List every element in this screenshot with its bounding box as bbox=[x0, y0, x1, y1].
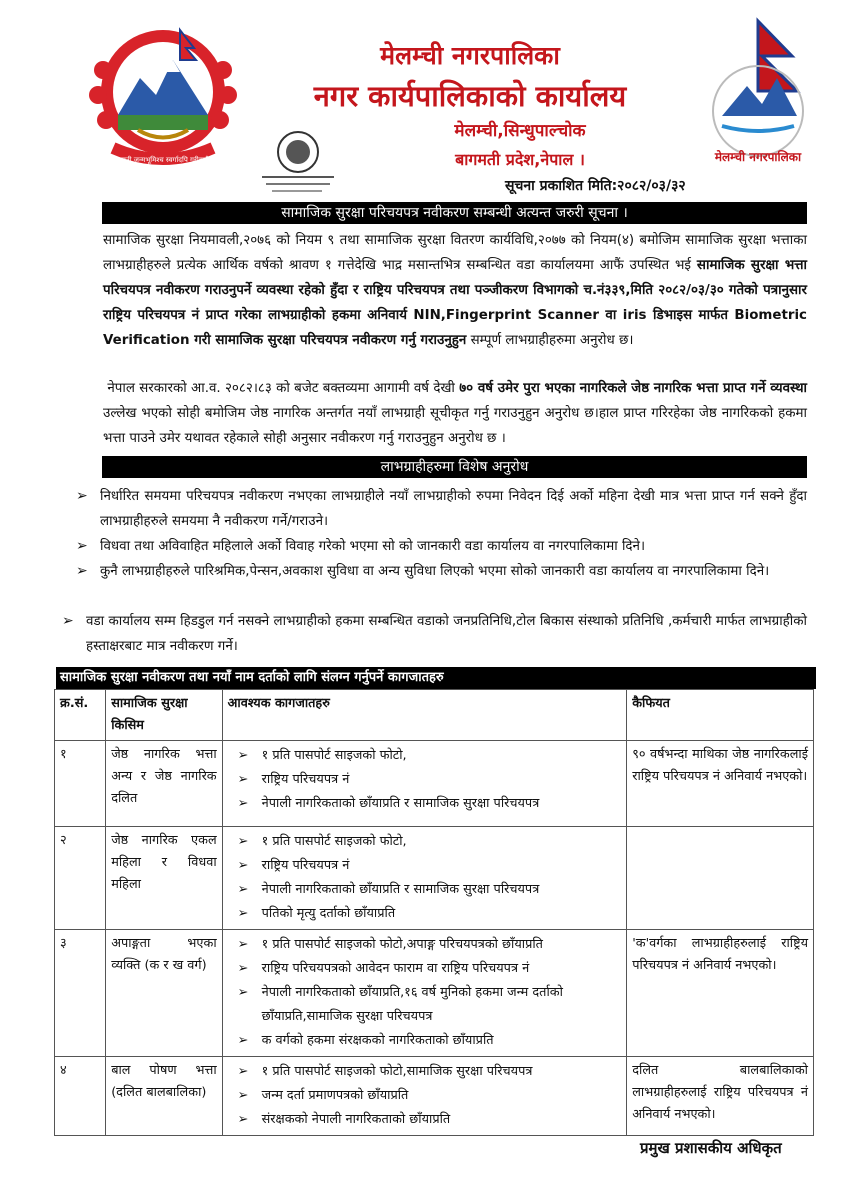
row-remarks: ९० वर्षभन्दा माथिका जेष्ठ नागरिकलाई राष्ट्रिय परिचयपत्र नं अनिवार्य नभएको। bbox=[627, 741, 814, 827]
logo-text: मेलम्ची नगरपालिका bbox=[714, 150, 802, 164]
arrow-bullet-icon: ➢ bbox=[237, 961, 249, 976]
row-type: जेष्ठ नागरिक भत्ता अन्य र जेष्ठ नागरिक दलित bbox=[106, 741, 222, 827]
row-type: अपाङ्गता भएका व्यक्ति (क र ख वर्ग) bbox=[106, 930, 222, 1057]
document-item: ➢ नेपाली नागरिकताको छाँयाप्रति र सामाजिक सुरक्षा परिचयपत्र bbox=[228, 792, 622, 816]
paragraph-1: सामाजिक सुरक्षा नियमावली,२०७६ को नियम ९ तथा सामाजिक सुरक्षा वितरण कार्यविधि,२०७७ को नियम(४) बमोजिम सामाजिक सुरक्षा भत्ताका लाभग्राहीहरुले प्रत्येक आर्थिक वर्षको श्रावण १ गत्तेदेखि भाद्र मसान्तभित्र सम्बन्धित वडा कार्यालयमा आफैं उपस्थित भई सामाजिक सुरक्षा भत्ता परिचयपत्र नवीकरण गराउनुपर्ने व्यवस्था रहेको हुँदा र राष्ट्रिय परिचयपत्र तथा पञ्जीकरण विभागको च.नं३३९,मिति २०८२/०३/३० गतेको पत्रानुसार राष्ट्रिय परिचयपत्र नं प्राप्त गरेका लाभग्राहीको हकमा अनिवार्य NIN,Fingerprint Scanner वा iris डिभाइस मार्फत Biometric Verification गरी सामाजिक सुरक्षा परिचयपत्र नवीकरण गर्नु गराउनुहुन सम्पूर्ण लाभग्राहीहरुमा अनुरोध छ। bbox=[103, 233, 807, 348]
paragraph-2: नेपाल सरकारको आ.व. २०८२।८३ को बजेट बक्तव्यमा आगामी वर्ष देखी ७० वर्ष उमेर पुरा भएका नागरिकले जेष्ठ नागरिक भत्ता प्राप्त गर्ने व्यवस्था उल्लेख भएको सोही बमोजिम जेष्ठ नागरिक अन्तर्गत नयाँ लाभग्राही सूचीकृत गर्नु गराउनुहुन अनुरोध छ।हाल प्राप्त गरिरहेका जेष्ठ नागरिकको हकमा भत्ता पाउने उमेर यथावत रहेकाले सोही अनुसार नवीकरण गर्नु गराउनुहुन अनुरोध छ । bbox=[103, 381, 808, 446]
col-header-type: सामाजिक सुरक्षा किसिम bbox=[106, 690, 222, 741]
arrow-bullet-icon: ➢ bbox=[62, 613, 74, 629]
municipality-name: मेलम्ची नगरपालिका bbox=[380, 41, 560, 70]
row-documents bbox=[222, 1057, 627, 1136]
bullet-item: ➢ वडा कार्यालय सम्म हिडडुल गर्न नसक्ने लाभग्राहीको हकमा सम्बन्धित वडाको जनप्रतिनिधि,टोल बिकास संस्थाको प्रतिनिधि ,कर्मचारी मार्फत लाभग्राहीको हस्ताक्षरबाट मात्र नवीकरण गर्ने। bbox=[62, 609, 807, 659]
bullet-item: ➢ विधवा तथा अविवाहित महिलाले अर्को विवाह गरेको भएमा सो को जानकारी वडा कार्यालय वा नगरपालिकामा दिने। bbox=[76, 534, 807, 560]
document-item: ➢ नेपाली नागरिकताको छाँयाप्रति,१६ वर्ष मुनिको हकमा जन्म दर्ताको छाँयाप्रति,सामाजिक सुरक्षा परिचयपत्र bbox=[228, 981, 622, 1029]
arrow-bullet-icon: ➢ bbox=[237, 937, 249, 952]
row-sn: १ bbox=[55, 741, 106, 827]
document-item: ➢ १ प्रति पासपोर्ट साइजको फोटो,अपाङ्ग परिचयपत्रको छाँयाप्रति bbox=[228, 933, 622, 957]
col-header-sn: क्र.सं. bbox=[55, 690, 106, 741]
arrow-bullet-icon: ➢ bbox=[237, 1064, 249, 1079]
arrow-bullet-icon: ➢ bbox=[76, 538, 88, 554]
bullet-item: ➢ कुनै लाभग्राहीहरुले पारिश्रमिक,पेन्सन,अवकाश सुविधा वा अन्य सुविधा लिएको भएमा सोको जानकारी वडा कार्यालय वा नगरपालिकामा दिने। bbox=[76, 559, 807, 609]
arrow-bullet-icon: ➢ bbox=[237, 1112, 249, 1127]
row-documents bbox=[222, 930, 627, 1057]
row-sn: २ bbox=[55, 827, 106, 930]
document-item: ➢ राष्ट्रिय परिचयपत्रको आवेदन फाराम वा राष्ट्रिय परिचयपत्र नं bbox=[228, 957, 622, 981]
document-item: ➢ १ प्रति पासपोर्ट साइजको फोटो, bbox=[228, 744, 622, 768]
arrow-bullet-icon: ➢ bbox=[76, 563, 88, 579]
table-row bbox=[55, 827, 814, 930]
row-type: बाल पोषण भत्ता (दलित बालबालिका) bbox=[106, 1057, 222, 1136]
row-remarks bbox=[627, 827, 814, 930]
col-header-remarks: कैफियत bbox=[627, 690, 814, 741]
document-item: ➢ १ प्रति पासपोर्ट साइजको फोटो,सामाजिक सुरक्षा परिचयपत्र bbox=[228, 1060, 622, 1084]
published-date: सूचना प्रकाशित मिति:२०८२/०३/३२ bbox=[505, 178, 686, 194]
arrow-bullet-icon: ➢ bbox=[237, 1033, 249, 1048]
document-item: ➢ संरक्षकको नेपाली नागरिकताको छाँयाप्रति bbox=[228, 1108, 622, 1132]
row-sn: ३ bbox=[55, 930, 106, 1057]
row-documents bbox=[222, 827, 627, 930]
document-item: ➢ क वर्गको हकमा संरक्षकको नागरिकताको छाँयाप्रति bbox=[228, 1029, 622, 1053]
documents-table-title: सामाजिक सुरक्षा नवीकरण तथा नयाँ नाम दर्ताको लागि संलग्न गर्नुपर्ने कागजातहरु bbox=[56, 667, 816, 689]
notice-title: सामाजिक सुरक्षा परिचयपत्र नवीकरण सम्बन्धी अत्यन्त जरुरी सूचना । bbox=[102, 202, 807, 224]
document-item: ➢ राष्ट्रिय परिचयपत्र नं bbox=[228, 854, 622, 878]
address-line: मेलम्ची,सिन्धुपाल्चोक bbox=[454, 121, 586, 141]
document-item: ➢ पतिको मृत्यु दर्ताको छाँयाप्रति bbox=[228, 902, 622, 926]
arrow-bullet-icon: ➢ bbox=[237, 858, 249, 873]
document-item: ➢ जन्म दर्ता प्रमाणपत्रको छाँयाप्रति bbox=[228, 1084, 622, 1108]
arrow-bullet-icon: ➢ bbox=[237, 748, 249, 763]
province-line: बागमती प्रदेश,नेपाल । bbox=[455, 150, 585, 169]
signature-title: प्रमुख प्रशासकीय अधिकृत bbox=[640, 1139, 782, 1157]
arrow-bullet-icon: ➢ bbox=[76, 488, 88, 504]
arrow-bullet-icon: ➢ bbox=[237, 796, 249, 811]
row-remarks: 'क'वर्गका लाभग्राहीहरुलाई राष्ट्रिय परिचयपत्र नं अनिवार्य नभएको। bbox=[627, 930, 814, 1057]
document-item: ➢ नेपाली नागरिकताको छाँयाप्रति र सामाजिक सुरक्षा परिचयपत्र bbox=[228, 878, 622, 902]
row-sn: ४ bbox=[55, 1057, 106, 1136]
table-row bbox=[55, 930, 814, 1057]
row-type: जेष्ठ नागरिक एकल महिला र विधवा महिला bbox=[106, 827, 222, 930]
special-request-title: लाभग्राहीहरुमा विशेष अनुरोध bbox=[102, 456, 807, 478]
row-remarks: दलित बालबालिकाको लाभग्राहीहरुलाई राष्ट्रिय परिचयपत्र नं अनिवार्य नभएको। bbox=[627, 1057, 814, 1136]
bullet-item: ➢ निर्धारित समयमा परिचयपत्र नवीकरण नभएका लाभग्राहीले नयाँ लाभग्राहीको रुपमा निवेदन दिई अर्को महिना देखी मात्र भत्ता प्राप्त गर्न सक्ने हुँदा लाभग्राहीहरुले समयमा नै नवीकरण गर्ने/गराउने। bbox=[76, 484, 807, 536]
table-row bbox=[55, 1057, 814, 1136]
arrow-bullet-icon: ➢ bbox=[237, 882, 249, 897]
office-name: नगर कार्यपालिकाको कार्यालय bbox=[313, 79, 627, 113]
document-item: ➢ राष्ट्रिय परिचयपत्र नं bbox=[228, 768, 622, 792]
arrow-bullet-icon: ➢ bbox=[237, 985, 249, 1000]
arrow-bullet-icon: ➢ bbox=[237, 834, 249, 849]
table-header-row bbox=[55, 690, 814, 741]
emblem-motto: जननी जन्मभूमिश्च स्वर्गादपि गरीयसी bbox=[116, 156, 210, 164]
document-item: ➢ १ प्रति पासपोर्ट साइजको फोटो, bbox=[228, 830, 622, 854]
arrow-bullet-icon: ➢ bbox=[237, 772, 249, 787]
table-row bbox=[55, 741, 814, 827]
office-stamp-icon bbox=[252, 122, 344, 194]
row-documents bbox=[222, 741, 627, 827]
arrow-bullet-icon: ➢ bbox=[237, 906, 249, 921]
col-header-documents: आवश्यक कागजातहरु bbox=[222, 690, 627, 741]
documents-table bbox=[54, 689, 814, 1136]
arrow-bullet-icon: ➢ bbox=[237, 1088, 249, 1103]
